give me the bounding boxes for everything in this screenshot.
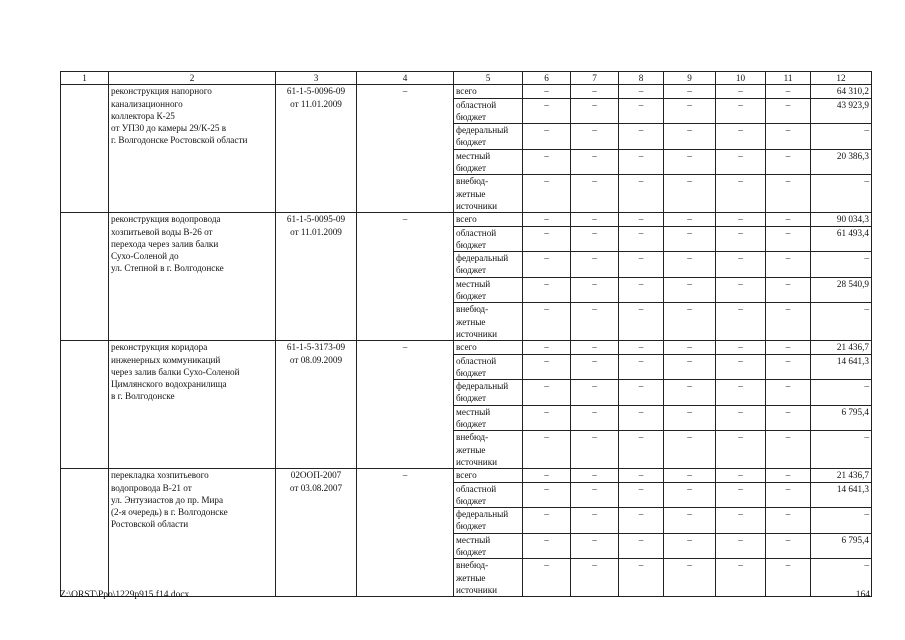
year-value-cell: – bbox=[766, 533, 811, 559]
total-value-cell: 6 795,4 bbox=[811, 533, 872, 559]
column-4-cell: – bbox=[357, 213, 454, 341]
year-value-cell: – bbox=[716, 354, 766, 380]
year-value-cell: – bbox=[523, 482, 571, 508]
year-value-cell: – bbox=[664, 380, 716, 406]
column-number: 10 bbox=[716, 72, 766, 85]
total-value-cell: 21 436,7 bbox=[811, 469, 872, 482]
funding-source: областной бюджет bbox=[454, 98, 523, 124]
year-value-cell: – bbox=[716, 252, 766, 278]
year-value-cell: – bbox=[619, 226, 664, 252]
year-value-cell: – bbox=[716, 226, 766, 252]
year-value-cell: – bbox=[716, 124, 766, 150]
year-value-cell: – bbox=[571, 98, 619, 124]
column-number: 7 bbox=[571, 72, 619, 85]
year-value-cell: – bbox=[619, 303, 664, 341]
year-value-cell: – bbox=[716, 431, 766, 469]
year-value-cell: – bbox=[523, 354, 571, 380]
year-value-cell: – bbox=[716, 380, 766, 406]
year-value-cell: – bbox=[523, 85, 571, 98]
funding-source: местный бюджет bbox=[454, 277, 523, 303]
year-value-cell: – bbox=[766, 380, 811, 406]
table-row bbox=[61, 213, 872, 226]
total-value-cell: 64 310,2 bbox=[811, 85, 872, 98]
year-value-cell: – bbox=[716, 213, 766, 226]
funding-source: всего bbox=[454, 341, 523, 354]
year-value-cell: – bbox=[664, 354, 716, 380]
year-value-cell: – bbox=[664, 98, 716, 124]
funding-source: федеральный бюджет bbox=[454, 124, 523, 150]
year-value-cell: – bbox=[664, 124, 716, 150]
year-value-cell: – bbox=[766, 508, 811, 534]
total-value-cell: – bbox=[811, 380, 872, 406]
column-number: 8 bbox=[619, 72, 664, 85]
year-value-cell: – bbox=[716, 98, 766, 124]
year-value-cell: – bbox=[664, 85, 716, 98]
year-value-cell: – bbox=[664, 405, 716, 431]
year-value-cell: – bbox=[766, 124, 811, 150]
column-number: 11 bbox=[766, 72, 811, 85]
year-value-cell: – bbox=[619, 482, 664, 508]
year-value-cell: – bbox=[523, 252, 571, 278]
table-row bbox=[61, 469, 872, 482]
funding-source: внебюд- жетные источники bbox=[454, 175, 523, 213]
year-value-cell: – bbox=[766, 175, 811, 213]
expertise-conclusion: 61-1-5-0095-09 от 11.01.2009 bbox=[276, 213, 357, 341]
year-value-cell: – bbox=[571, 469, 619, 482]
column-number: 3 bbox=[276, 72, 357, 85]
column-number: 9 bbox=[664, 72, 716, 85]
column-number: 12 bbox=[811, 72, 872, 85]
funding-source: всего bbox=[454, 85, 523, 98]
year-value-cell: – bbox=[716, 559, 766, 597]
year-value-cell: – bbox=[523, 508, 571, 534]
page-number: 164 bbox=[855, 590, 870, 600]
year-value-cell: – bbox=[523, 405, 571, 431]
year-value-cell: – bbox=[571, 213, 619, 226]
column-number: 1 bbox=[61, 72, 109, 85]
year-value-cell: – bbox=[716, 303, 766, 341]
funding-source: областной бюджет bbox=[454, 354, 523, 380]
year-value-cell: – bbox=[523, 341, 571, 354]
year-value-cell: – bbox=[523, 380, 571, 406]
year-value-cell: – bbox=[523, 533, 571, 559]
year-value-cell: – bbox=[571, 341, 619, 354]
project-description: реконструкция водопровода хозпитьевой воды В-26 от перехода через залив балки Сухо-Соленой до ул. Степной в г. Волгодонске bbox=[109, 213, 276, 341]
expertise-conclusion: 61-1-5-3173-09 от 08.09.2009 bbox=[276, 341, 357, 469]
year-value-cell: – bbox=[766, 303, 811, 341]
year-value-cell: – bbox=[766, 252, 811, 278]
total-value-cell: 14 641,3 bbox=[811, 482, 872, 508]
year-value-cell: – bbox=[571, 405, 619, 431]
column-4-cell: – bbox=[357, 341, 454, 469]
year-value-cell: – bbox=[523, 226, 571, 252]
year-value-cell: – bbox=[571, 149, 619, 175]
year-value-cell: – bbox=[664, 213, 716, 226]
year-value-cell: – bbox=[716, 341, 766, 354]
row-number-cell bbox=[61, 469, 109, 597]
year-value-cell: – bbox=[716, 405, 766, 431]
funding-source: федеральный бюджет bbox=[454, 380, 523, 406]
total-value-cell: – bbox=[811, 252, 872, 278]
expertise-conclusion: 02ООП-2007 от 03.08.2007 bbox=[276, 469, 357, 597]
total-value-cell: – bbox=[811, 303, 872, 341]
year-value-cell: – bbox=[619, 533, 664, 559]
year-value-cell: – bbox=[766, 213, 811, 226]
year-value-cell: – bbox=[716, 482, 766, 508]
year-value-cell: – bbox=[619, 508, 664, 534]
column-4-cell: – bbox=[357, 85, 454, 213]
year-value-cell: – bbox=[716, 469, 766, 482]
year-value-cell: – bbox=[664, 303, 716, 341]
year-value-cell: – bbox=[619, 431, 664, 469]
total-value-cell: 61 493,4 bbox=[811, 226, 872, 252]
funding-source: внебюд- жетные источники bbox=[454, 431, 523, 469]
year-value-cell: – bbox=[766, 405, 811, 431]
funding-source: внебюд- жетные источники bbox=[454, 559, 523, 597]
year-value-cell: – bbox=[716, 533, 766, 559]
funding-source: областной бюджет bbox=[454, 482, 523, 508]
year-value-cell: – bbox=[523, 98, 571, 124]
year-value-cell: – bbox=[571, 303, 619, 341]
year-value-cell: – bbox=[523, 175, 571, 213]
year-value-cell: – bbox=[766, 149, 811, 175]
total-value-cell: 6 795,4 bbox=[811, 405, 872, 431]
year-value-cell: – bbox=[619, 469, 664, 482]
year-value-cell: – bbox=[571, 380, 619, 406]
row-number-cell bbox=[61, 341, 109, 469]
total-value-cell: – bbox=[811, 431, 872, 469]
total-value-cell: – bbox=[811, 175, 872, 213]
table-row bbox=[61, 341, 872, 354]
column-number: 2 bbox=[109, 72, 276, 85]
year-value-cell: – bbox=[766, 469, 811, 482]
year-value-cell: – bbox=[664, 252, 716, 278]
column-number: 6 bbox=[523, 72, 571, 85]
year-value-cell: – bbox=[766, 559, 811, 597]
table-row bbox=[61, 85, 872, 98]
year-value-cell: – bbox=[664, 341, 716, 354]
expertise-conclusion: 61-1-5-0096-09 от 11.01.2009 bbox=[276, 85, 357, 213]
year-value-cell: – bbox=[766, 482, 811, 508]
year-value-cell: – bbox=[523, 277, 571, 303]
program-table bbox=[60, 71, 872, 597]
project-description: реконструкция коридора инженерных коммуникаций через залив балки Сухо-Соленой Цимлянского водохранилища в г. Волгодонске bbox=[109, 341, 276, 469]
year-value-cell: – bbox=[619, 380, 664, 406]
total-value-cell: 20 386,3 bbox=[811, 149, 872, 175]
year-value-cell: – bbox=[766, 85, 811, 98]
total-value-cell: – bbox=[811, 124, 872, 150]
year-value-cell: – bbox=[664, 226, 716, 252]
year-value-cell: – bbox=[664, 469, 716, 482]
year-value-cell: – bbox=[571, 559, 619, 597]
year-value-cell: – bbox=[766, 431, 811, 469]
funding-source: внебюд- жетные источники bbox=[454, 303, 523, 341]
project-description: перекладка хозпитьевого водопровода В-21 от ул. Энтузиастов до пр. Мира (2-я очередь) в г. Волгодонске Ростовской области bbox=[109, 469, 276, 597]
year-value-cell: – bbox=[619, 354, 664, 380]
year-value-cell: – bbox=[571, 226, 619, 252]
total-value-cell: 43 923,9 bbox=[811, 98, 872, 124]
year-value-cell: – bbox=[523, 303, 571, 341]
funding-source: местный бюджет bbox=[454, 149, 523, 175]
total-value-cell: – bbox=[811, 508, 872, 534]
year-value-cell: – bbox=[619, 175, 664, 213]
year-value-cell: – bbox=[619, 98, 664, 124]
year-value-cell: – bbox=[619, 405, 664, 431]
year-value-cell: – bbox=[716, 508, 766, 534]
year-value-cell: – bbox=[523, 124, 571, 150]
funding-source: всего bbox=[454, 469, 523, 482]
year-value-cell: – bbox=[571, 482, 619, 508]
year-value-cell: – bbox=[664, 482, 716, 508]
year-value-cell: – bbox=[571, 533, 619, 559]
year-value-cell: – bbox=[664, 149, 716, 175]
year-value-cell: – bbox=[664, 533, 716, 559]
year-value-cell: – bbox=[619, 277, 664, 303]
year-value-cell: – bbox=[571, 175, 619, 213]
year-value-cell: – bbox=[523, 469, 571, 482]
total-value-cell: – bbox=[811, 559, 872, 597]
year-value-cell: – bbox=[619, 124, 664, 150]
year-value-cell: – bbox=[619, 252, 664, 278]
year-value-cell: – bbox=[523, 213, 571, 226]
year-value-cell: – bbox=[664, 277, 716, 303]
year-value-cell: – bbox=[716, 175, 766, 213]
year-value-cell: – bbox=[619, 149, 664, 175]
year-value-cell: – bbox=[571, 508, 619, 534]
funding-source: федеральный бюджет bbox=[454, 252, 523, 278]
total-value-cell: 14 641,3 bbox=[811, 354, 872, 380]
year-value-cell: – bbox=[664, 431, 716, 469]
year-value-cell: – bbox=[716, 85, 766, 98]
year-value-cell: – bbox=[619, 559, 664, 597]
funding-source: федеральный бюджет bbox=[454, 508, 523, 534]
year-value-cell: – bbox=[716, 277, 766, 303]
year-value-cell: – bbox=[766, 277, 811, 303]
year-value-cell: – bbox=[664, 508, 716, 534]
year-value-cell: – bbox=[664, 559, 716, 597]
year-value-cell: – bbox=[523, 149, 571, 175]
total-value-cell: 90 034,3 bbox=[811, 213, 872, 226]
year-value-cell: – bbox=[619, 85, 664, 98]
funding-source: местный бюджет bbox=[454, 533, 523, 559]
year-value-cell: – bbox=[571, 277, 619, 303]
year-value-cell: – bbox=[523, 559, 571, 597]
year-value-cell: – bbox=[619, 213, 664, 226]
funding-source: местный бюджет bbox=[454, 405, 523, 431]
year-value-cell: – bbox=[766, 226, 811, 252]
file-path: Z:\ORST\Ppo\1229p915.f14.docx bbox=[60, 590, 190, 600]
year-value-cell: – bbox=[571, 85, 619, 98]
year-value-cell: – bbox=[766, 354, 811, 380]
year-value-cell: – bbox=[716, 149, 766, 175]
year-value-cell: – bbox=[766, 98, 811, 124]
total-value-cell: 28 540,9 bbox=[811, 277, 872, 303]
project-description: реконструкция напорного канализационного коллектора К-25 от УП30 до камеры 29/К-25 в г. Волгодонске Ростовской области bbox=[109, 85, 276, 213]
year-value-cell: – bbox=[571, 431, 619, 469]
total-value-cell: 21 436,7 bbox=[811, 341, 872, 354]
year-value-cell: – bbox=[664, 175, 716, 213]
year-value-cell: – bbox=[523, 431, 571, 469]
funding-source: всего bbox=[454, 213, 523, 226]
column-number: 5 bbox=[454, 72, 523, 85]
funding-source: областной бюджет bbox=[454, 226, 523, 252]
year-value-cell: – bbox=[766, 341, 811, 354]
row-number-cell bbox=[61, 85, 109, 213]
column-number-row bbox=[61, 72, 872, 85]
year-value-cell: – bbox=[571, 252, 619, 278]
column-number: 4 bbox=[357, 72, 454, 85]
row-number-cell bbox=[61, 213, 109, 341]
column-4-cell: – bbox=[357, 469, 454, 597]
year-value-cell: – bbox=[619, 341, 664, 354]
year-value-cell: – bbox=[571, 354, 619, 380]
year-value-cell: – bbox=[571, 124, 619, 150]
